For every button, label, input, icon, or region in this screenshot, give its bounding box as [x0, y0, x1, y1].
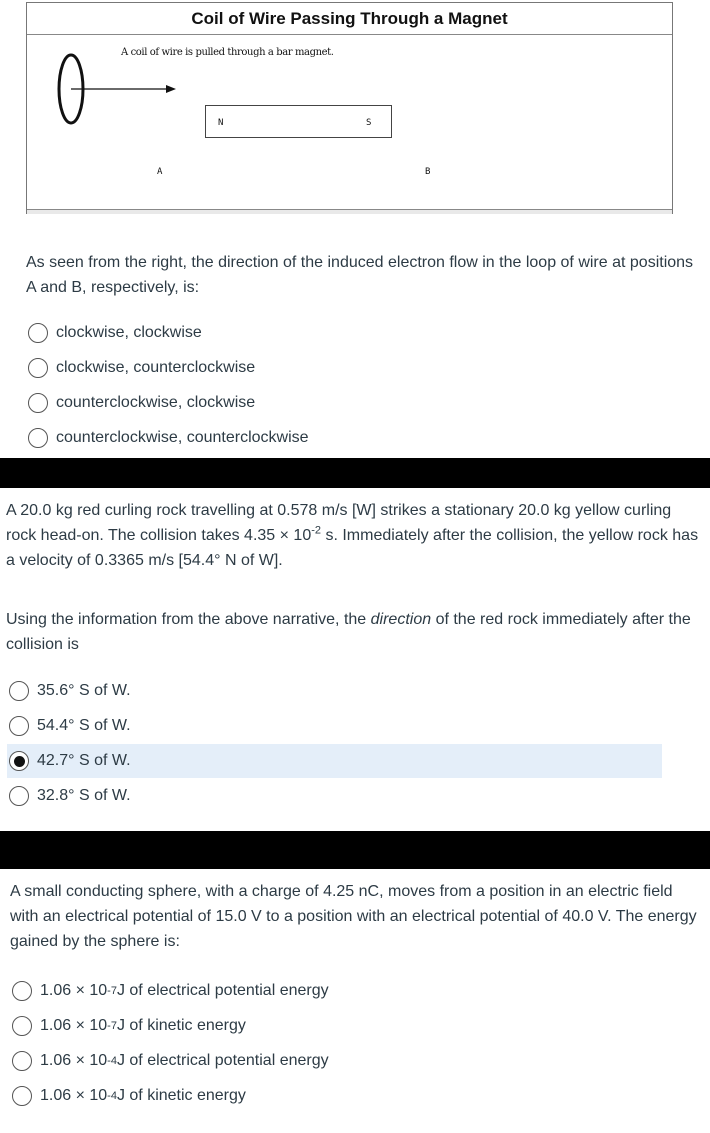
radio-icon[interactable] — [12, 1086, 32, 1106]
question2-options — [7, 674, 662, 813]
position-b-label: B — [425, 167, 431, 177]
magnet-figure — [26, 2, 673, 214]
option-label: 42.7° S of W. — [37, 752, 131, 769]
redaction-bar — [0, 458, 710, 488]
q2-option-3[interactable] — [7, 744, 662, 778]
question1-options — [28, 316, 668, 455]
option-base: 1.06 × 10 — [40, 1087, 108, 1104]
radio-icon[interactable] — [28, 428, 48, 448]
question2-narrative — [6, 498, 701, 573]
option-base: 1.06 × 10 — [40, 1052, 108, 1069]
radio-icon[interactable] — [28, 393, 48, 413]
q3-option-2[interactable]: 1.06 × 10 -7 J of kinetic energy — [12, 1009, 652, 1043]
question1-prompt: As seen from the right, the direction of the induced electron flow in the loop of wire at positions A and B, respectively, is: — [26, 254, 694, 296]
option-rest: J of electrical potential energy — [116, 1052, 329, 1069]
option-label: counterclockwise, counterclockwise — [56, 429, 309, 446]
radio-icon[interactable] — [28, 358, 48, 378]
q3-option-4[interactable]: 1.06 × 10 -4 J of kinetic energy — [12, 1079, 652, 1113]
prompt-text-1: Using the information from the above narrative, the — [6, 611, 371, 628]
magnet-north-label: N — [218, 118, 224, 128]
prompt-text-2: of the red rock immediately after the collision is — [6, 611, 691, 653]
question3-options — [12, 974, 652, 1113]
q3-option-3[interactable]: 1.06 × 10 -4 J of electrical potential energy — [12, 1044, 652, 1078]
radio-icon[interactable] — [9, 681, 29, 701]
radio-icon[interactable] — [28, 323, 48, 343]
q3-option-1[interactable]: 1.06 × 10 -7 J of electrical potential energy — [12, 974, 652, 1008]
option-base: 1.06 × 10 — [40, 1017, 108, 1034]
coil-and-arrow — [27, 35, 187, 155]
q2-option-1[interactable] — [7, 674, 662, 708]
q2-option-4[interactable] — [7, 779, 662, 813]
radio-icon[interactable] — [9, 786, 29, 806]
question2-prompt — [6, 607, 701, 657]
narrative-text-2: s. Immediately after the collision, the yellow rock has a velocity of 0.3365 m/s [54.4° N of W]. — [6, 527, 699, 569]
option-base: 1.06 × 10 — [40, 982, 108, 999]
radio-icon[interactable] — [12, 1051, 32, 1071]
option-label: 54.4° S of W. — [37, 717, 131, 734]
option-label: clockwise, counterclockwise — [56, 359, 256, 376]
narrative-text-1: A 20.0 kg red curling rock travelling at 0.578 m/s [W] strikes a stationary 20.0 kg yellow curling rock head-on. The collision takes 4.35 × 10 — [6, 502, 672, 544]
option-label: 32.8° S of W. — [37, 787, 131, 804]
figure-caption: A coil of wire is pulled through a bar magnet. — [121, 47, 334, 58]
bar-magnet — [205, 105, 392, 138]
redaction-bar — [0, 831, 710, 869]
position-a-label: A — [157, 167, 163, 177]
option-label: 35.6° S of W. — [37, 682, 131, 699]
radio-icon[interactable] — [9, 716, 29, 736]
q1-option-4[interactable] — [28, 421, 668, 455]
figure-title: Coil of Wire Passing Through a Magnet — [27, 3, 672, 35]
radio-selected-icon[interactable] — [9, 751, 29, 771]
option-label: counterclockwise, clockwise — [56, 394, 256, 411]
narrative-exponent: -2 — [311, 524, 322, 537]
radio-icon[interactable] — [12, 1016, 32, 1036]
prompt-emphasis: direction — [370, 611, 432, 628]
q1-option-2[interactable] — [28, 351, 668, 385]
option-rest: J of kinetic energy — [116, 1087, 246, 1104]
option-rest: J of kinetic energy — [116, 1017, 246, 1034]
q1-option-1[interactable] — [28, 316, 668, 350]
q1-option-3[interactable] — [28, 386, 668, 420]
option-label: clockwise, clockwise — [56, 324, 202, 341]
q2-option-2[interactable] — [7, 709, 662, 743]
radio-icon[interactable] — [12, 981, 32, 1001]
magnet-south-label: S — [366, 118, 372, 128]
motion-arrow-head — [166, 85, 176, 93]
option-rest: J of electrical potential energy — [116, 982, 329, 999]
figure-bottom-border — [27, 209, 672, 214]
question3-prompt: A small conducting sphere, with a charge of 4.25 nC, moves from a position in an electric field with an electrical potential of 15.0 V to a position with an electrical potential of 40.0 V. The energy gained by the sphere is: — [10, 883, 697, 950]
